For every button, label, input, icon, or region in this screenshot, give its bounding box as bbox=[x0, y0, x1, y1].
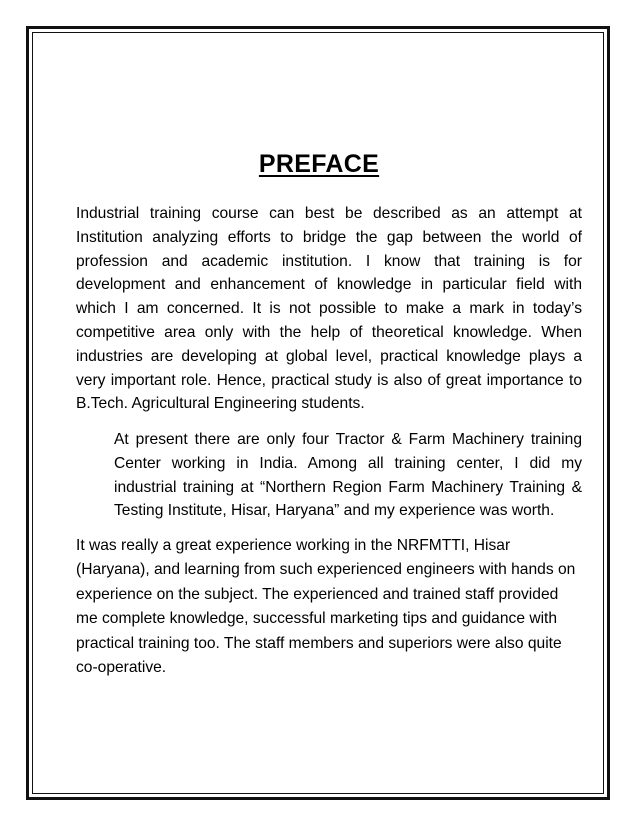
paragraph-experience: It was really a great experience working in the NRFMTTI, Hisar (Haryana), and learning from such experienced engineers with hands on experience on the subject. The experienced and trained staff provided me complete knowledge, successful marketing tips and guidance with practical training too. The staff members and superiors were also quite co-operative. bbox=[76, 537, 576, 677]
page-title: PREFACE bbox=[258, 150, 380, 178]
paragraph-intro: Industrial training course can best be described as an attempt at Institution analyzing efforts to bridge the gap between the world of profession and academic institution. I know that training is for development and enhancement of knowledge in particular field with which I am concerned. It is not possible to make a mark in today’s competitive area only with the help of theoretical knowledge. When industries are developing at global level, practical knowledge plays a very important role. Hence, practical study is also of great importance to B.Tech. Agricultural Engineering students. bbox=[76, 205, 582, 413]
paragraph-training-center: At present there are only four Tractor & Farm Machinery training Center working in India. Among all training center, I did my industrial training at “Northern Region Farm Machinery Training & Testing Institute, Hisar, Haryana” and my experience was worth. bbox=[114, 431, 582, 520]
